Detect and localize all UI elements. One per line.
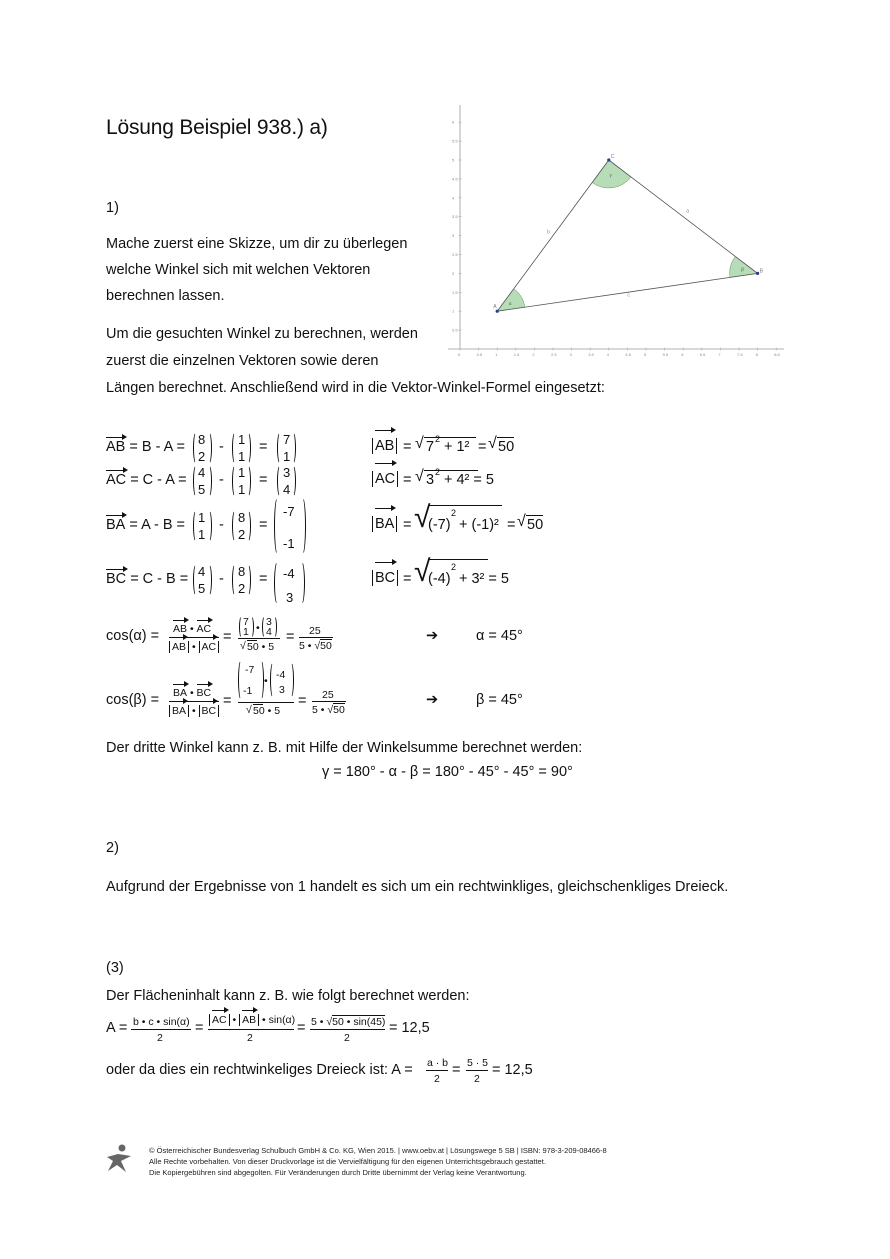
sqrt-sign: √ bbox=[415, 435, 424, 452]
length-ab-exp: 2 bbox=[435, 434, 441, 444]
x-tick-label: 7.5 bbox=[737, 352, 743, 357]
x-tick-label: 7 bbox=[718, 352, 721, 357]
matrix-entry: 4 bbox=[198, 564, 206, 579]
method-line-2: zuerst die einzelnen Vektoren sowie deren bbox=[106, 353, 379, 369]
y-tick-label: 1.5 bbox=[452, 289, 458, 295]
y-tick-label: 3.5 bbox=[452, 214, 458, 220]
y-tick-label: 6 bbox=[452, 119, 455, 125]
sketch-axes bbox=[448, 105, 784, 349]
length-ab-b: + 1² bbox=[444, 439, 470, 455]
matrix-entry: 3 bbox=[279, 684, 285, 696]
page-title: Lösung Beispiel 938.) a) bbox=[106, 116, 328, 139]
point-c-label: C bbox=[610, 154, 615, 160]
x-tick-label: 1 bbox=[495, 352, 498, 357]
cos-alpha-den2: 50 • 5 bbox=[247, 641, 275, 653]
matrix-entry: 7 bbox=[283, 432, 291, 447]
method-line-1: Um die gesuchten Winkel zu berechnen, werden bbox=[106, 326, 418, 342]
side-c-label: c bbox=[627, 292, 630, 299]
part2-label: 2) bbox=[106, 840, 119, 856]
matrix-entry: 2 bbox=[238, 527, 246, 542]
angle-alpha-label: α bbox=[508, 300, 512, 306]
x-tick-label: 4.5 bbox=[625, 352, 631, 357]
length-ba-exp: 2 bbox=[451, 508, 457, 518]
vector-bc-name: BC bbox=[106, 571, 127, 587]
matrix-entry: 5 bbox=[198, 482, 206, 497]
intro-line-1: Mache zuerst eine Skizze, um dir zu überlegen bbox=[106, 236, 408, 252]
paren-right bbox=[245, 432, 251, 464]
part1-label: 1) bbox=[106, 200, 119, 216]
vector-ba-expr: = A - B = bbox=[129, 517, 185, 533]
area-alt-text: oder da dies ein rechtwinkeliges Dreieck ist: A = bbox=[106, 1062, 413, 1078]
matrix-entry: 4 bbox=[266, 626, 272, 638]
matrix-entry: -1 bbox=[243, 685, 253, 697]
area-f2-den: 2 bbox=[247, 1032, 253, 1044]
publisher-logo bbox=[104, 1144, 134, 1174]
y-tick-label: 3 bbox=[452, 233, 455, 239]
vector-ac-name: AC bbox=[106, 472, 127, 488]
length-bc-pre: = bbox=[403, 571, 412, 587]
x-tick-label: 3 bbox=[569, 352, 572, 357]
y-tick-label: 0.5 bbox=[452, 327, 458, 333]
length-bc-exp: 2 bbox=[451, 562, 457, 572]
vector-ba-name: BA bbox=[106, 517, 126, 533]
length-ac-name: AC bbox=[375, 466, 395, 492]
length-ac-a: 3 bbox=[426, 472, 435, 488]
area-lhs: A = bbox=[106, 1020, 128, 1036]
matrix-entry: 7 bbox=[243, 616, 249, 628]
matrix-entry: 3 bbox=[286, 590, 294, 605]
area-alt-f2-num: 5 · 5 bbox=[467, 1057, 489, 1069]
matrix-entry: 4 bbox=[198, 465, 206, 480]
x-tick-label: 3.5 bbox=[588, 352, 594, 357]
matrix-entry: 1 bbox=[238, 432, 246, 447]
matrix-entry: -4 bbox=[276, 669, 286, 681]
part2-text: Aufgrund der Ergebnisse von 1 handelt es sich um ein rechtwinkliges, gleichschenkliges Dreieck. bbox=[106, 879, 729, 895]
vector-ab-expr: = B - A = bbox=[129, 439, 185, 455]
implies-arrow: ➔ bbox=[426, 628, 439, 644]
x-tick-label: 5.5 bbox=[662, 352, 669, 357]
num-ac: AC bbox=[196, 623, 212, 635]
length-ab-post: = bbox=[478, 439, 487, 455]
length-ba-post: = bbox=[507, 517, 516, 533]
num-ab: AB bbox=[173, 623, 188, 635]
x-tick-label: 2 bbox=[532, 352, 535, 357]
point-a-label: A bbox=[493, 304, 497, 311]
matrix-entry: -7 bbox=[283, 504, 295, 519]
x-tick-label: 6.5 bbox=[699, 352, 706, 357]
x-tick-label: 0 bbox=[458, 352, 461, 357]
matrix-entry: 1 bbox=[238, 482, 246, 497]
length-ba-a: (-7) bbox=[428, 517, 451, 533]
matrix-entry: -1 bbox=[283, 536, 295, 551]
cos-beta-den2: 50 • 5 bbox=[253, 705, 281, 717]
matrix-entry: 8 bbox=[238, 564, 246, 579]
matrix-entry: 1 bbox=[198, 527, 206, 542]
paren-right bbox=[290, 432, 296, 464]
alpha-result: α = 45° bbox=[476, 628, 523, 644]
vector-ac-expr: = C - A = bbox=[130, 472, 187, 488]
length-ac-exp: 2 bbox=[435, 467, 441, 477]
area-f1-den: 2 bbox=[157, 1032, 163, 1044]
y-tick-label: 2.5 bbox=[452, 252, 458, 257]
area-alt-result: = 12,5 bbox=[492, 1062, 533, 1078]
matrix-entry: 8 bbox=[238, 510, 246, 525]
x-tick-label: 0.5 bbox=[476, 352, 483, 357]
matrix-entry: 1 bbox=[283, 449, 291, 464]
y-tick-label: 1 bbox=[452, 308, 455, 314]
y-tick-label: 4 bbox=[452, 195, 455, 201]
length-bc-b: + 3² = 5 bbox=[459, 571, 509, 587]
method-line-3: Längen berechnet. Anschließend wird in die Vektor-Winkel-Formel eingesetzt: bbox=[106, 380, 605, 396]
cos-beta-lhs: cos(β) = bbox=[106, 692, 160, 708]
x-tick-label: 4 bbox=[606, 352, 610, 357]
matrix-entry: -7 bbox=[245, 664, 255, 676]
cos-alpha-lhs: cos(α) = bbox=[106, 628, 160, 644]
y-tick-label: 5 bbox=[452, 157, 455, 163]
length-ba-pre: = bbox=[403, 517, 412, 533]
length-ba-name: BA bbox=[375, 511, 394, 537]
matrix-entry: 1 bbox=[238, 465, 246, 480]
y-tick-label: 5.5 bbox=[452, 138, 458, 144]
length-bc-name: BC bbox=[375, 565, 395, 591]
matrix-entry: 3 bbox=[283, 465, 291, 480]
length-ab-name: AB bbox=[375, 433, 394, 459]
matrix-entry: 2 bbox=[238, 581, 246, 596]
area-f1-num: b • c • sin(α) bbox=[133, 1016, 190, 1028]
matrix-entry: 3 bbox=[266, 616, 272, 628]
angle-beta-label: β bbox=[741, 267, 744, 273]
x-tick-label: 1.5 bbox=[513, 352, 520, 357]
length-ab-root: 50 bbox=[498, 439, 515, 455]
paren-right bbox=[206, 432, 212, 464]
matrix-entry: 2 bbox=[198, 449, 206, 464]
intro-line-3: berechnen lassen. bbox=[106, 288, 225, 304]
intro-line-2: welche Winkel sich mit welchen Vektoren bbox=[106, 262, 371, 278]
area-alt-f1-num: a · b bbox=[427, 1057, 449, 1069]
matrix-entry: 4 bbox=[283, 482, 291, 497]
implies-arrow: ➔ bbox=[426, 692, 439, 708]
matrix-entry: 1 bbox=[238, 449, 246, 464]
matrix-entry: 1 bbox=[198, 510, 206, 525]
angle-gamma-label: γ bbox=[609, 172, 612, 178]
x-tick-label: 8.5 bbox=[774, 352, 780, 357]
area-result: = 12,5 bbox=[389, 1020, 430, 1036]
y-tick-label: 4.5 bbox=[452, 176, 458, 182]
point-b-label: B bbox=[759, 268, 763, 275]
matrix-entry: -4 bbox=[283, 566, 295, 581]
matrix-entry: 5 bbox=[198, 581, 206, 596]
third-angle-text: Der dritte Winkel kann z. B. mit Hilfe der Winkelsumme berechnet werden: bbox=[106, 740, 583, 756]
length-bc-a: (-4) bbox=[428, 571, 451, 587]
gamma-equation: γ = 180° - α - β = 180° - 45° - 45° = 90° bbox=[322, 764, 573, 780]
length-ab-a: 7 bbox=[426, 439, 435, 455]
vector-ab-name: AB bbox=[106, 439, 126, 455]
x-tick-label: 2.5 bbox=[551, 352, 557, 357]
footer-line-2: Alle Rechte vorbehalten. Von dieser Druckvorlage ist die Vervielfältigung für den eigenen Unterrichtsgebrauch gestattet. bbox=[149, 1157, 546, 1166]
beta-result: β = 45° bbox=[476, 692, 523, 708]
footer-line-1: © Österreichischer Bundesverlag Schulbuch GmbH & Co. KG, Wien 2015. | www.oebv.at | Lösungswege 5 SB | ISBN: 978-3-209-08466-8 bbox=[149, 1146, 607, 1155]
vector-bc-expr: = C - B = bbox=[130, 571, 189, 587]
area-f3-den: 2 bbox=[344, 1032, 350, 1044]
side-b-label: b bbox=[547, 229, 550, 236]
x-tick-label: 5 bbox=[644, 352, 647, 357]
length-ba-b: + (-1)² bbox=[459, 517, 499, 533]
y-tick-label: 2 bbox=[452, 270, 455, 276]
matrix-entry: 8 bbox=[198, 432, 206, 447]
length-ac-b: + 4² = 5 bbox=[444, 472, 494, 488]
cos-beta-num3: 25 bbox=[322, 689, 334, 701]
length-ab-pre: = bbox=[403, 439, 412, 455]
cos-alpha-num3: 25 bbox=[309, 625, 321, 637]
side-a-label: a bbox=[686, 208, 689, 215]
part3-label: (3) bbox=[106, 960, 124, 976]
triangle-shape bbox=[497, 160, 757, 311]
x-tick-label: 6 bbox=[681, 352, 684, 357]
x-tick-label: 8 bbox=[755, 352, 758, 357]
length-ac-pre: = bbox=[403, 472, 412, 488]
footer-line-3: Die Kopiergebühren sind abgegolten. Für Veränderungen durch Dritte übernimmt der Verlag keine Verantwortung. bbox=[149, 1168, 527, 1177]
triangle-sketch bbox=[448, 105, 788, 365]
part3-text: Der Flächeninhalt kann z. B. wie folgt berechnet werden: bbox=[106, 988, 470, 1004]
length-ba-root: 50 bbox=[527, 517, 544, 533]
matrix-entry: 1 bbox=[243, 626, 249, 638]
